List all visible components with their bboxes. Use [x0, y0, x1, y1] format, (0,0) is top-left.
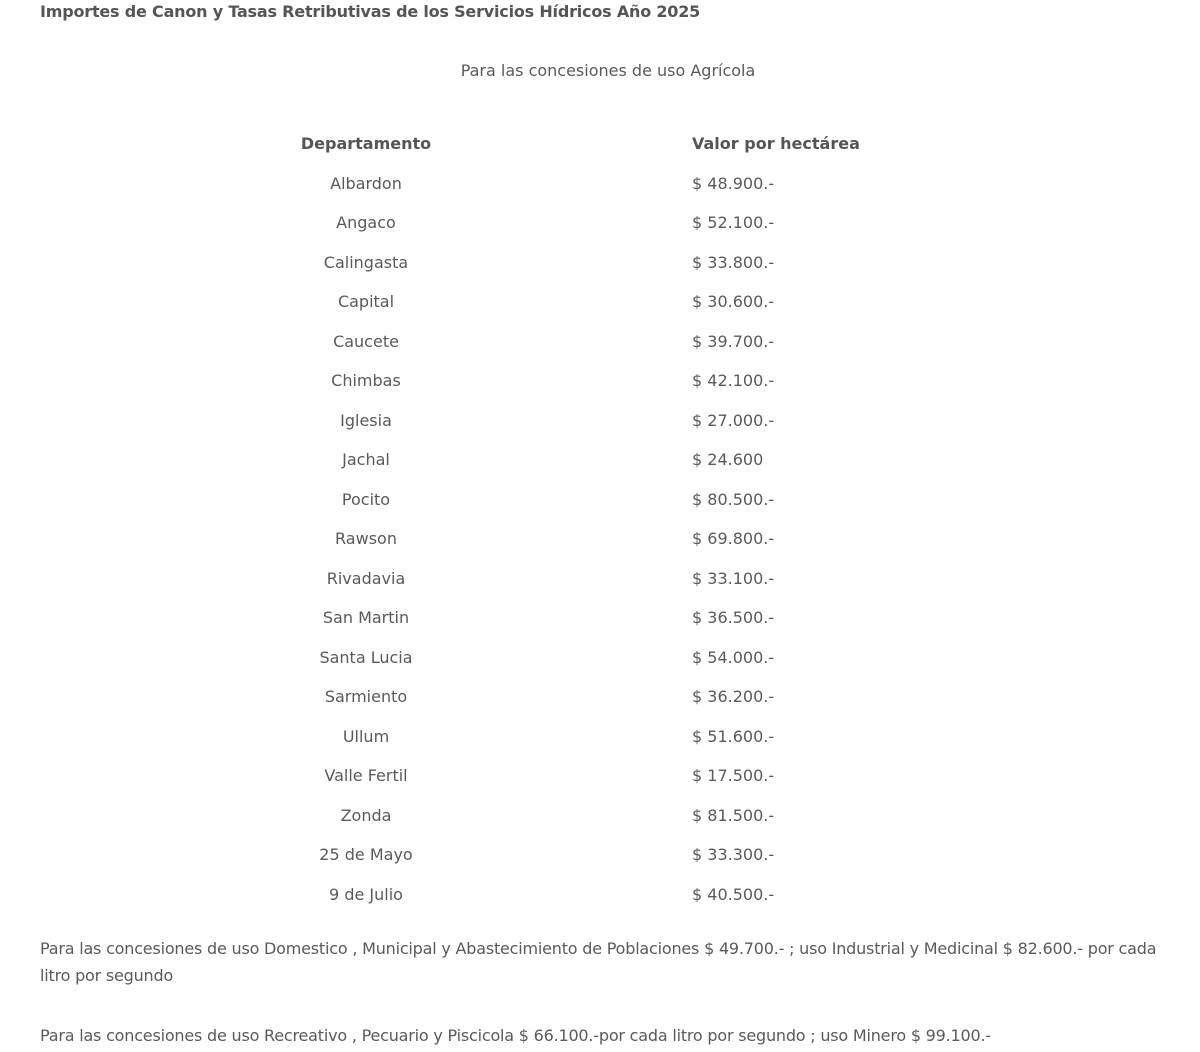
department-cell: Albardon	[330, 173, 402, 193]
table-row	[0, 213, 1200, 253]
department-cell: 25 de Mayo	[319, 845, 413, 864]
value-cell: $ 40.500.-	[692, 884, 775, 904]
value-cell: $ 54.000.-	[692, 647, 775, 667]
value-cell: $ 39.700.-	[692, 331, 775, 351]
value-cell: $ 17.500.-	[692, 766, 775, 785]
value-cell: $ 33.300.-	[692, 845, 775, 864]
value-cell: $ 36.200.-	[692, 687, 775, 706]
department-cell: Rivadavia	[326, 568, 406, 588]
department-cell: Zonda	[340, 805, 392, 825]
value-cell: $ 24.600	[692, 450, 764, 469]
note-domestic-industrial: Para las concesiones de uso Domestico , Municipal y Abastecimiento de Poblaciones $ 49.700.- ; uso Industrial y Medicinal $ 82.600.- por cada litro por segundo	[40, 939, 1157, 985]
table-row	[0, 450, 1200, 490]
department-cell: Santa Lucia	[319, 647, 413, 667]
table-row	[0, 648, 1200, 688]
value-cell: $ 33.800.-	[692, 252, 775, 272]
table-row	[0, 608, 1200, 648]
department-cell: Ullum	[342, 726, 390, 746]
department-cell: Chimbas	[331, 371, 401, 390]
table-row	[0, 687, 1200, 727]
table-row	[0, 332, 1200, 372]
table-row	[0, 253, 1200, 293]
rates-table	[0, 134, 1200, 924]
department-cell: Calingasta	[323, 252, 409, 272]
department-cell: Capital	[337, 292, 395, 311]
department-cell: Pocito	[341, 489, 391, 509]
table-row	[0, 292, 1200, 332]
department-cell: Rawson	[335, 529, 397, 548]
value-cell: $ 69.800.-	[692, 529, 775, 548]
department-cell: Caucete	[333, 331, 399, 351]
department-cell: Jachal	[342, 450, 390, 469]
department-cell: Valle Fertil	[324, 766, 408, 785]
value-cell: $ 80.500.-	[692, 489, 775, 509]
table-row	[0, 806, 1200, 846]
document-title: Importes de Canon y Tasas Retributivas de los Servicios Hídricos Año 2025	[40, 2, 701, 21]
table-row	[0, 371, 1200, 411]
table-row	[0, 569, 1200, 609]
table-row	[0, 490, 1200, 530]
department-cell: Sarmiento	[324, 687, 408, 706]
table-row	[0, 885, 1200, 925]
value-cell: $ 52.100.-	[692, 213, 775, 232]
column-header-department: Departamento	[300, 134, 432, 153]
value-cell: $ 81.500.-	[692, 805, 775, 825]
table-row	[0, 411, 1200, 451]
table-row	[0, 845, 1200, 885]
table-row	[0, 727, 1200, 767]
department-cell: 9 de Julio	[329, 884, 403, 904]
value-cell: $ 51.600.-	[692, 726, 775, 746]
column-header-value: Valor por hectárea	[692, 134, 860, 153]
department-cell: Angaco	[336, 213, 396, 232]
department-cell: Iglesia	[340, 410, 392, 430]
value-cell: $ 30.600.-	[692, 292, 775, 311]
value-cell: $ 42.100.-	[692, 371, 775, 390]
table-header-row	[0, 134, 1200, 174]
department-cell: San Martin	[322, 608, 410, 627]
value-cell: $ 48.900.-	[692, 173, 775, 193]
table-subtitle: Para las concesiones de uso Agrícola	[460, 61, 756, 80]
table-row	[0, 766, 1200, 806]
value-cell: $ 33.100.-	[692, 568, 775, 588]
note-recreational-mining: Para las concesiones de uso Recreativo , Pecuario y Piscicola $ 66.100.-por cada litro por segundo ; uso Minero $ 99.100.-	[40, 1026, 991, 1045]
table-row	[0, 174, 1200, 214]
table-row	[0, 529, 1200, 569]
value-cell: $ 27.000.-	[692, 410, 775, 430]
value-cell: $ 36.500.-	[692, 608, 775, 627]
